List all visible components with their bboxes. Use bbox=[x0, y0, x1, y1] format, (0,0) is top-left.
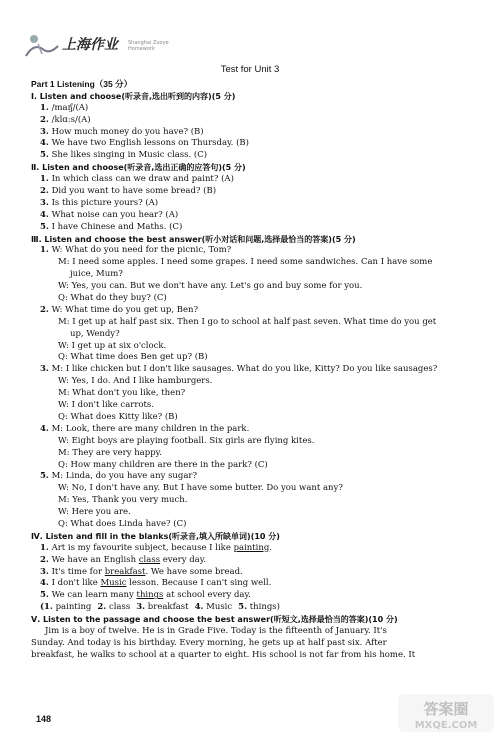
dialogue-line bbox=[31, 269, 471, 281]
answer-key bbox=[40, 602, 91, 612]
dialogue-line bbox=[31, 388, 471, 400]
dialogue-text: M: Yes, Thank you very much. bbox=[58, 495, 188, 506]
dialogue-line bbox=[31, 341, 471, 353]
dialogue-line bbox=[31, 329, 471, 341]
watermark-text-main: 答案圈 bbox=[423, 700, 469, 718]
item-number: 3. bbox=[40, 126, 49, 137]
section-2-item bbox=[31, 222, 471, 234]
dialogue-text: W: I don't like carrots. bbox=[58, 400, 154, 411]
blank-answer: breakfast bbox=[104, 566, 146, 577]
answer-number: 3. bbox=[136, 602, 146, 613]
section-2-item bbox=[31, 174, 471, 186]
item-text: In which class can we draw and paint? (A) bbox=[48, 174, 234, 185]
item-text: She likes singing in Music class. (C) bbox=[48, 150, 208, 161]
item-number: 5. bbox=[40, 150, 49, 161]
dialogue-line bbox=[31, 376, 471, 388]
item-number: 5. bbox=[40, 590, 49, 601]
item-number: 1. bbox=[40, 245, 49, 256]
dialogue-line bbox=[31, 471, 471, 483]
logo-subtitle: Shanghai Zuoye Homework bbox=[128, 40, 169, 52]
dialogue-text: W: Here you are. bbox=[58, 507, 131, 518]
passage-line-2: Sunday. And today is his birthday. Every morning, he gets up at half past six. After bbox=[31, 637, 387, 648]
answer-word: breakfast bbox=[145, 602, 189, 613]
logo-text: 上海作业 bbox=[62, 37, 118, 53]
dialogue-text: Q: What does Linda have? (C) bbox=[58, 518, 187, 529]
page-number: 148 bbox=[36, 714, 52, 724]
answer-number: 4. bbox=[194, 602, 204, 613]
fill-blank-item bbox=[31, 555, 471, 567]
fill-blank-item bbox=[31, 543, 471, 555]
section-1-item bbox=[31, 103, 471, 115]
dialogue-line bbox=[31, 424, 471, 436]
item-number: 1. bbox=[40, 102, 49, 113]
section-2-item bbox=[31, 198, 471, 210]
section-1-item bbox=[31, 127, 471, 139]
watermark-logo bbox=[396, 690, 496, 734]
answer-key bbox=[238, 602, 280, 612]
item-text: How much money do you have? (B) bbox=[48, 126, 204, 137]
dialogue-line bbox=[31, 519, 471, 531]
dialogue-text: W: No, I don't have any. But I have some butter. Do you want any? bbox=[58, 483, 343, 494]
watermark-icon bbox=[396, 690, 496, 734]
item-number: 3. bbox=[40, 566, 49, 577]
section-4-title: Ⅳ. Listen and fill in the blanks(听录音,填入所缺单词)(10 分) bbox=[31, 531, 280, 541]
dialogue-line bbox=[31, 305, 471, 317]
answer-key bbox=[97, 602, 130, 612]
dialogue-text: W: Yes, I do. And I like hamburgers. bbox=[58, 376, 213, 387]
passage-line-3: breakfast, he walks to school at a quarter to eight. His school is not far from his home. It bbox=[31, 649, 416, 660]
section-1-item bbox=[31, 115, 471, 127]
fill-blank-item bbox=[31, 567, 471, 579]
item-number: 1. bbox=[40, 542, 49, 553]
item-number: 5. bbox=[40, 221, 49, 232]
fill-blank-item bbox=[31, 590, 471, 602]
section-2-title: Ⅱ. Listen and choose(听录音,选出正确的应答句)(5 分) bbox=[31, 163, 246, 173]
dialogue-text: W: I get up at six o'clock. bbox=[58, 340, 167, 351]
dialogue-text: W: What time do you get up, Ben? bbox=[48, 304, 199, 315]
dialogue-line bbox=[31, 495, 471, 507]
item-number: 2. bbox=[40, 186, 49, 197]
item-text: lesson. Because I can't sing well. bbox=[126, 578, 272, 589]
section-1-item bbox=[31, 138, 471, 150]
section-2-item bbox=[31, 186, 471, 198]
item-number: 4. bbox=[40, 423, 49, 434]
dialogue-text: W: Yes, you can. But we don't have any. Let's go and buy some for you. bbox=[58, 281, 363, 292]
section-5-title: Ⅴ. Listen to the passage and choose the best answer(听短文,选择最恰当的答案)(10 分) bbox=[31, 615, 398, 625]
section-1-title: Ⅰ. Listen and choose(听录音,选出听到的内容)(5 分) bbox=[31, 91, 236, 101]
item-text: We have an English bbox=[48, 554, 139, 565]
item-number: 2. bbox=[40, 554, 49, 565]
dialogue-text: M: I need some apples. I need some grapes. I need some sandwiches. Can I have some bbox=[58, 257, 433, 268]
item-text: Is this picture yours? (A) bbox=[48, 197, 159, 208]
item-number: 2. bbox=[40, 304, 49, 315]
answer-key bbox=[195, 602, 233, 612]
dialogue-line bbox=[31, 412, 471, 424]
item-text: Did you want to have some bread? (B) bbox=[48, 186, 217, 197]
answer-key bbox=[136, 602, 188, 612]
part1-title: Part 1 Listening（35 分） bbox=[31, 79, 133, 89]
logo-figure-icon bbox=[22, 30, 62, 60]
section-4-items bbox=[31, 543, 471, 602]
dialogue-text: M: Linda, do you have any sugar? bbox=[48, 471, 198, 482]
dialogue-text: W: What do you need for the picnic, Tom? bbox=[48, 245, 232, 256]
item-text: /klɑːs/(A) bbox=[48, 114, 91, 125]
answer-word: class bbox=[106, 602, 131, 613]
dialogue-line bbox=[31, 245, 471, 257]
dialogue-line bbox=[31, 460, 471, 472]
item-number: 2. bbox=[40, 114, 49, 125]
dialogue-line bbox=[31, 281, 471, 293]
fill-blank-item bbox=[31, 578, 471, 590]
section-2-items bbox=[31, 174, 471, 233]
blank-answer: class bbox=[138, 554, 161, 565]
answer-word: painting bbox=[52, 602, 92, 613]
page-title: Test for Unit 3 bbox=[220, 64, 280, 75]
item-number: 4. bbox=[40, 209, 49, 220]
item-number: 4. bbox=[40, 578, 49, 589]
answer-number: 2. bbox=[97, 602, 107, 613]
blank-answer: Music bbox=[100, 578, 127, 589]
dialogue-text: Q: What do they buy? (C) bbox=[58, 293, 167, 304]
dialogue-line bbox=[31, 364, 471, 376]
item-text: It's time for bbox=[48, 566, 105, 577]
dialogue-text: M: What don't you like, then? bbox=[58, 388, 186, 399]
item-text: I have Chinese and Maths. (C) bbox=[48, 221, 183, 232]
dialogue-line bbox=[31, 352, 471, 364]
item-number: 1. bbox=[40, 174, 49, 185]
passage-line-1: Jim is a boy of twelve. He is in Grade Five. Today is the fifteenth of January. It's bbox=[45, 625, 387, 636]
item-text: at school every day. bbox=[163, 590, 251, 601]
section-3-dialogues bbox=[31, 245, 471, 530]
dialogue-text: Q: How many children are there in the park? (C) bbox=[58, 459, 268, 470]
item-text: We have two English lessons on Thursday. (B) bbox=[48, 138, 249, 149]
answer-word: Music bbox=[203, 602, 233, 613]
item-text: We can learn many bbox=[48, 590, 137, 601]
dialogue-text: M: They are very happy. bbox=[58, 447, 163, 458]
dialogue-text: M: I like chicken but I don't like sausages. What do you like, Kitty? Do you like sausages? bbox=[48, 364, 438, 375]
item-text: Art is my favourite subject, because I like bbox=[48, 542, 234, 553]
section-2-item bbox=[31, 210, 471, 222]
item-number: 3. bbox=[40, 364, 49, 375]
watermark-text-sub: MXQE.COM bbox=[414, 720, 478, 731]
item-text: every day. bbox=[160, 554, 207, 565]
dialogue-line bbox=[31, 436, 471, 448]
test-content bbox=[31, 79, 471, 662]
item-text: I don't like bbox=[48, 578, 101, 589]
dialogue-line bbox=[31, 257, 471, 269]
dialogue-line bbox=[31, 317, 471, 329]
dialogue-text: up, Wendy? bbox=[70, 328, 120, 339]
blank-answer: things bbox=[136, 590, 164, 601]
answer-number: 5. bbox=[238, 602, 248, 613]
dialogue-text: juice, Mum? bbox=[70, 269, 123, 280]
answer-number: (1. bbox=[40, 602, 53, 613]
dialogue-text: M: Look, there are many children in the park. bbox=[48, 423, 250, 434]
answer-word: things) bbox=[247, 602, 280, 613]
section-4-answers bbox=[31, 602, 471, 614]
dialogue-line bbox=[31, 448, 471, 460]
dialogue-text: Q: What does Kitty like? (B) bbox=[58, 411, 178, 422]
dialogue-line bbox=[31, 400, 471, 412]
item-text: /maɪʃ/(A) bbox=[48, 102, 89, 113]
section-3-title: Ⅲ. Listen and choose the best answer(听小对话和问题,选择最恰当的答案)(5 分) bbox=[31, 234, 356, 244]
blank-answer: painting bbox=[233, 542, 270, 553]
item-number: 4. bbox=[40, 138, 49, 149]
dialogue-line bbox=[31, 507, 471, 519]
header-logo bbox=[22, 30, 172, 62]
dialogue-line bbox=[31, 293, 471, 305]
item-text: . bbox=[269, 542, 273, 553]
dialogue-line bbox=[31, 483, 471, 495]
dialogue-text: W: Eight boys are playing football. Six girls are flying kites. bbox=[58, 435, 315, 446]
item-text: . We have some bread. bbox=[145, 566, 243, 577]
item-text: What noise can you hear? (A) bbox=[48, 209, 179, 220]
section-1-items bbox=[31, 103, 471, 162]
dialogue-text: M: I get up at half past six. Then I go to school at half past seven. What time do you get bbox=[58, 316, 437, 327]
section-1-item bbox=[31, 150, 471, 162]
dialogue-text: Q: What time does Ben get up? (B) bbox=[58, 352, 208, 363]
item-number: 3. bbox=[40, 197, 49, 208]
item-number: 5. bbox=[40, 471, 49, 482]
